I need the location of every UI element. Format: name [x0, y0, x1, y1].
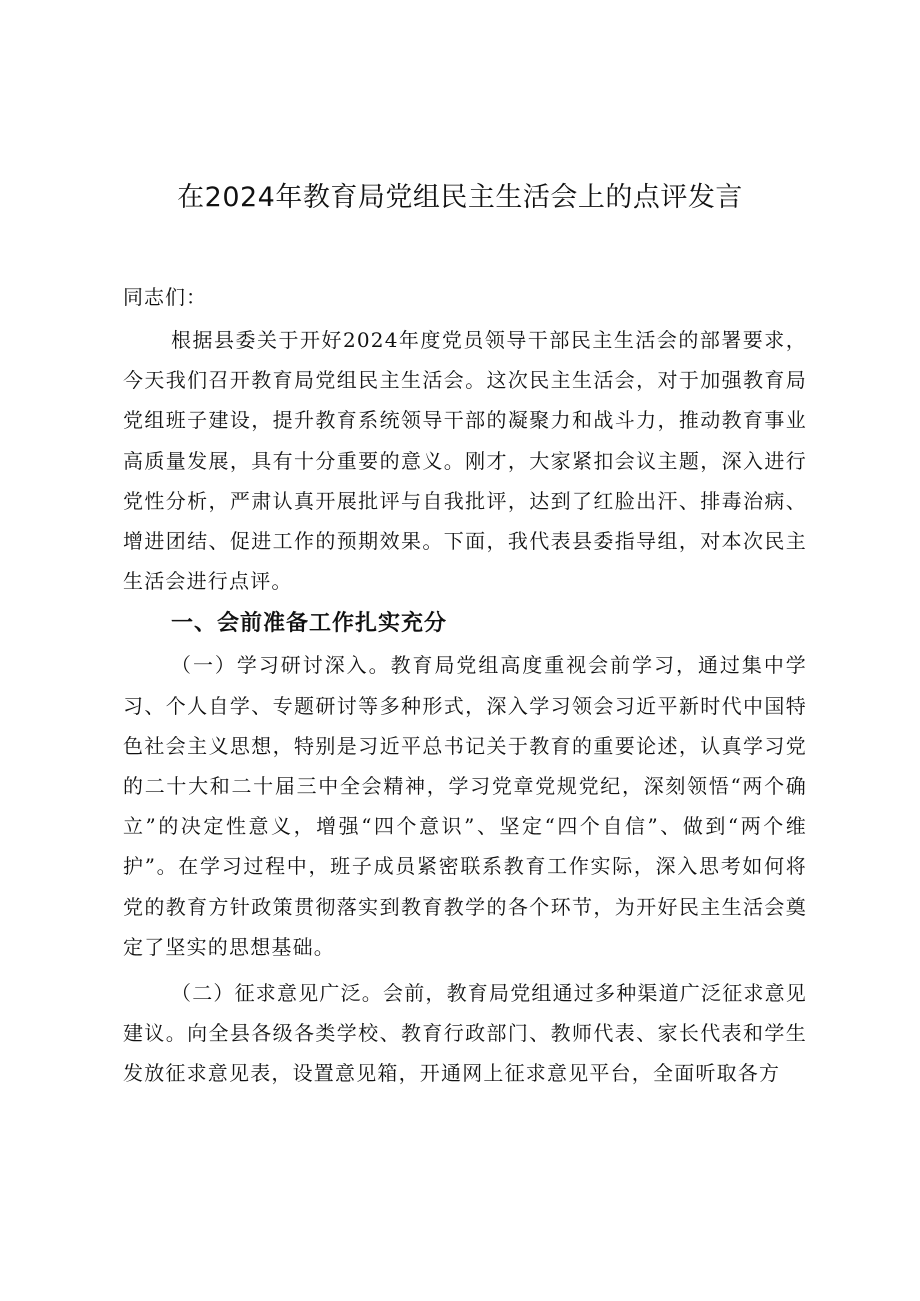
paragraph-study: （一）学习研讨深入。教育局党组高度重视会前学习，通过集中学习、个人自学、专题研讨等多种形式，深入学习领会习近平新时代中国特色社会主义思想，特别是习近平总书记关于教育的重要论述，认真学习党的二十大和二十届三中全会精神，学习党章党规党纪，深刻领悟“两个确立”的决定性意义，增强“四个意识”、坚定“四个自信”、做到“两个维护”。在学习过程中，班子成员紧密联系教育工作实际，深入思考如何将党的教育方针政策贯彻落实到教育教学的各个环节，为开好民主生活会奠定了坚实的思想基础。 [123, 653, 807, 959]
paragraph-opinions: （二）征求意见广泛。会前，教育局党组通过多种渠道广泛征求意见建议。向全县各级各类学校、教育行政部门、教师代表、家长代表和学生发放征求意见表，设置意见箱，开通网上征求意见平台，全面听取各方 [123, 981, 807, 1086]
intro-paragraph: 根据县委关于开好2024年度党员领导干部民主生活会的部署要求，今天我们召开教育局党组民主生活会。这次民主生活会，对于加强教育局党组班子建设，提升教育系统领导干部的凝聚力和战斗力，推动教育事业高质量发展，具有十分重要的意义。刚才，大家紧扣会议主题，深入进行党性分析，严肃认真开展批评与自我批评，达到了红脸出汗、排毒治病、增进团结、促进工作的预期效果。下面，我代表县委指导组，对本次民主生活会进行点评。 [123, 328, 807, 594]
section-heading: 一、会前准备工作扎实充分 [171, 611, 448, 637]
document-body [123, 320, 807, 1094]
document-title: 在2024年教育局党组民主生活会上的点评发言 [177, 182, 743, 213]
greeting: 同志们： [123, 285, 207, 309]
